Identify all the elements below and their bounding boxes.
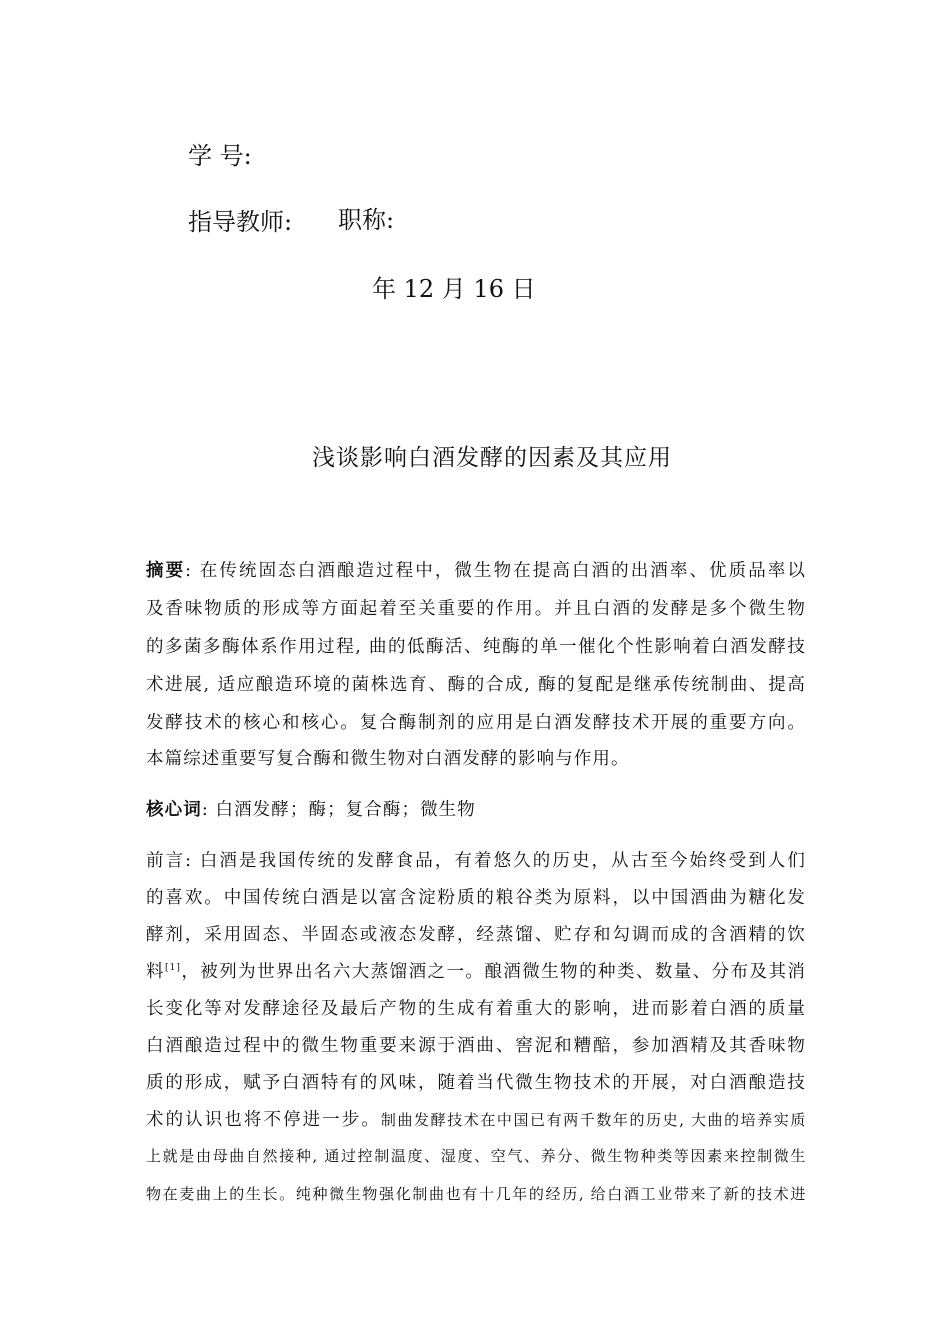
preface-text: 料	[146, 962, 165, 982]
title-rank-label: 职称:	[338, 206, 395, 234]
citation-marker: [1]	[164, 963, 182, 974]
preface-line	[146, 958, 806, 983]
preface-line: 物在麦曲上的生长。纯种微生物强化制曲也有十几年的经历, 给白酒工业带来了新的技术进	[146, 1185, 806, 1203]
abstract-sep: :	[185, 561, 193, 581]
preface-line	[146, 1106, 806, 1131]
preface-line: 白酒酿造过程中的微生物重要来源于酒曲、窖泥和糟醅，参加酒精及其香味物	[146, 1036, 806, 1056]
abstract-line: 术进展, 适应酿造环境的菌株选育、酶的合成, 酶的复配是继承传统制曲、提高	[146, 675, 806, 695]
abstract-line: 的多菌多酶体系作用过程, 曲的低酶活、纯酶的单一催化个性影响着白酒发酵技	[146, 637, 806, 657]
keywords-line	[146, 796, 476, 821]
preface-line: 前言: 白酒是我国传统的发酵食品，有着悠久的历史，从古至今始终受到人们	[146, 851, 806, 871]
preface-text: ，被列为世界出名六大蒸馏酒之一。酿酒微生物的种类、数量、分布及其消	[181, 962, 806, 982]
preface-line: 质的形成，赋予白酒特有的风味，随着当代微生物技术的开展，对白酒酿造技	[146, 1073, 806, 1093]
preface-text: 制曲发酵技术在中国已有两千数年的历史, 大曲的培养实质	[380, 1111, 806, 1129]
abstract-label: 摘要	[146, 561, 186, 581]
abstract-text: 在传统固态白酒酿造过程中，微生物在提高白酒的出酒率、优质品率以	[199, 561, 806, 581]
abstract-line: 发酵技术的核心和核心。复合酶制剂的应用是白酒发酵技术开展的重要方向。	[146, 713, 806, 733]
abstract-line: 本篇综述重要写复合酶和微生物对白酒发酵的影响与作用。	[146, 749, 630, 769]
preface-line: 酵剂，采用固态、半固态或液态发酵，经蒸馏、贮存和勾调而成的含酒精的饮	[146, 925, 806, 945]
article-title: 浅谈影响白酒发酵的因素及其应用	[312, 445, 672, 471]
cover-date: 年 12 月 16 日	[372, 275, 536, 303]
keywords-label: 核心词	[146, 800, 202, 820]
advisor-label: 指导教师:	[188, 208, 293, 236]
student-id-label: 学 号:	[188, 142, 252, 170]
keywords-sep: :	[201, 800, 209, 820]
preface-line: 的喜欢。中国传统白酒是以富含淀粉质的粮谷类为原料，以中国酒曲为糖化发	[146, 888, 806, 908]
preface-line: 长变化等对发酵途径及最后产物的生成有着重大的影响，进而影着白酒的质量	[146, 999, 806, 1019]
preface-line: 上就是由母曲自然接种, 通过控制温度、湿度、空气、养分、微生物种类等因素来控制微生	[146, 1147, 806, 1165]
abstract-line: 及香味物质的形成等方面起着至关重要的作用。并且白酒的发酵是多个微生物	[146, 599, 806, 619]
keywords-text: 白酒发酵；酶；复合酶；微生物	[215, 800, 476, 820]
preface-text: 术的认识也将不停进一步。	[146, 1110, 381, 1130]
abstract-line	[146, 557, 806, 582]
